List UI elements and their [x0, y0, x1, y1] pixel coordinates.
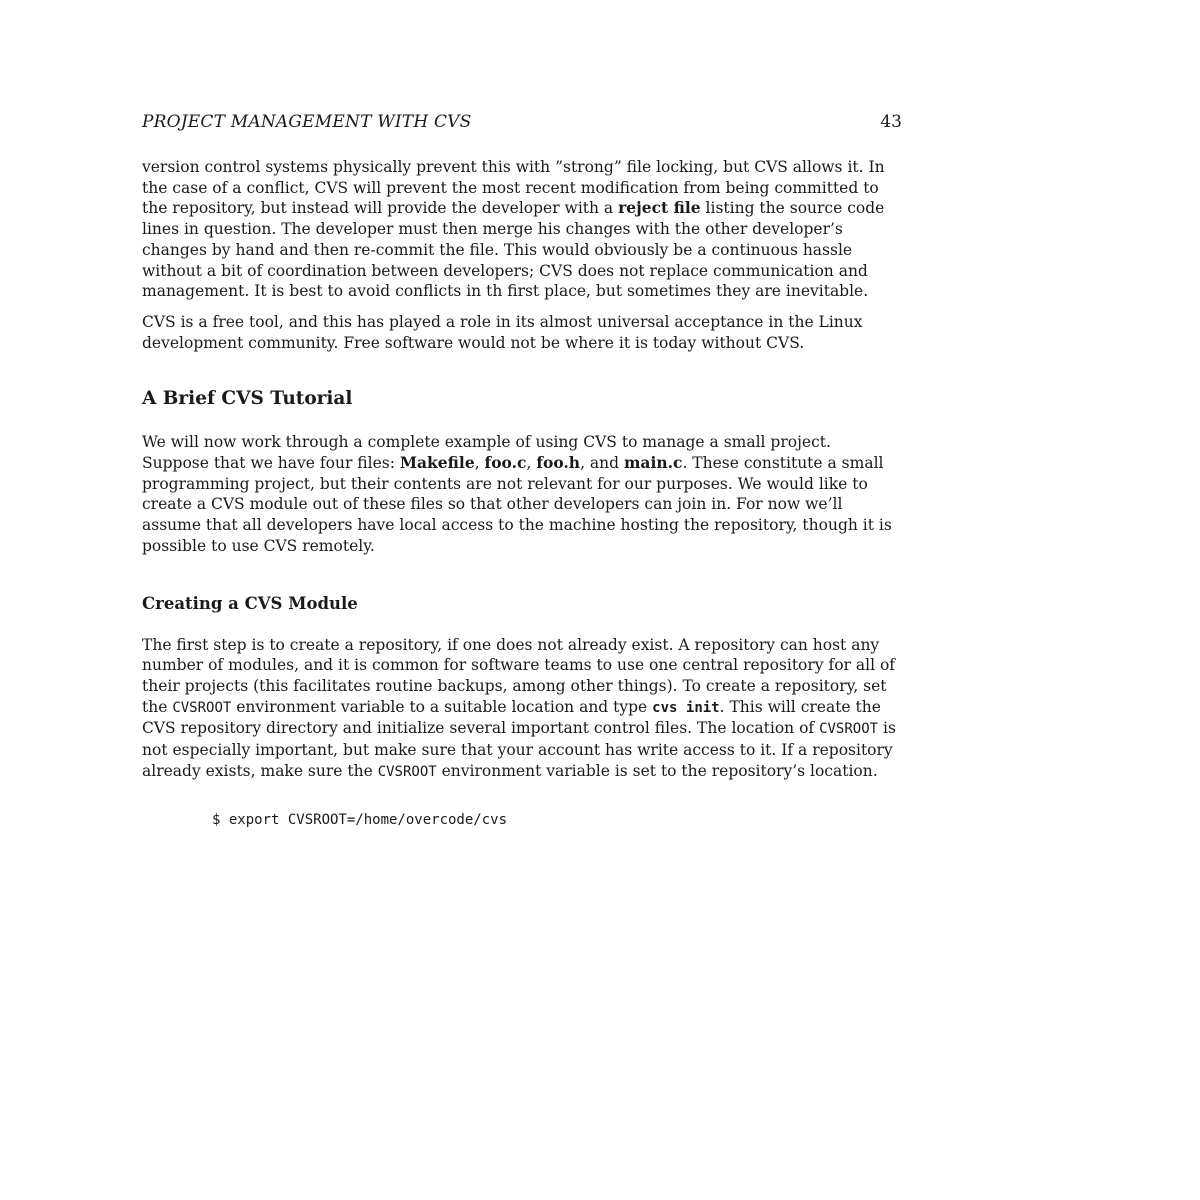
- filename-foo-h: foo.h: [536, 453, 581, 473]
- paragraph-text: We will now work through a complete example of using CVS to manage a small project. Suppose that we have four files:: [142, 433, 831, 473]
- filename-makefile: Makefile: [399, 453, 475, 473]
- paragraph-text: environment variable to a suitable location and type: [231, 697, 653, 716]
- paragraph-text: . This will create the CVS repository directory and initialize several important control files. The location of: [142, 697, 881, 738]
- running-header: [142, 110, 902, 134]
- code-cvsroot: CVSROOT: [172, 699, 232, 716]
- paragraph-file-locking: [142, 157, 902, 302]
- paragraph-text: . These constitute a small programming project, but their contents are not relevant for our purposes. We would like to create a CVS module out of these files so that other developers can join in. For now we’ll assume that all developers have local access to the machine hosting the repository, though it is possible to use CVS remotely.: [142, 454, 892, 555]
- section-heading: A Brief CVS Tutorial: [142, 388, 353, 410]
- paragraph-text: environment variable is set to the repository’s location.: [436, 761, 878, 780]
- paragraph-create-repository: [142, 635, 902, 783]
- page-number: 43: [880, 112, 902, 132]
- running-title: PROJECT MANAGEMENT WITH CVS: [142, 112, 472, 132]
- separator: , and: [580, 454, 624, 473]
- paragraph-text: CVS is a free tool, and this has played a role in its almost universal acceptance in the Linux development community. Free software would not be where it is today without CVS.: [142, 312, 863, 352]
- paragraph-free-tool: [142, 312, 902, 353]
- paragraph-text: The first step is to create a repository, if one does not already exist. A repository can host any number of modules, and it is common for software teams to use one central repository for all of their projects (this facilitates routine backups, among other things). To create a repository, set the: [142, 635, 896, 716]
- paragraph-text: listing the source code lines in question. The developer must then merge his changes with the other developer’s changes by hand and then re-commit the file. This would obviously be a continuous hassle without a bit of coordination between developers; CVS does not replace communication and management. It is best to avoid conflicts in th first place, but sometimes they are inevitable.: [142, 199, 885, 301]
- filename-foo-c: foo.c: [484, 453, 527, 473]
- paragraph-text: is not especially important, but make sure that your account has write access to it. If a repository already exists, make sure the: [142, 719, 896, 780]
- code-cvsroot: CVSROOT: [377, 763, 437, 780]
- code-cvsroot: CVSROOT: [819, 721, 879, 738]
- term-reject-file: reject file: [618, 198, 701, 218]
- code-line: $ export CVSROOT=/home/overcode/cvs: [212, 812, 508, 829]
- document-page: [142, 110, 902, 830]
- paragraph-tutorial-intro: [142, 432, 902, 556]
- filename-main-c: main.c: [624, 453, 683, 473]
- paragraph-text: version control systems physically prevent this with ”strong” file locking, but CVS allows it. In the case of a conflict, CVS will prevent the most recent modification from being committed to the repository, but instead will provide the developer with a: [142, 158, 885, 218]
- separator: ,: [526, 454, 537, 473]
- code-block: [142, 810, 902, 830]
- separator: ,: [474, 454, 485, 473]
- subsection-heading: Creating a CVS Module: [142, 593, 358, 613]
- code-cvs-init: cvs init: [652, 699, 720, 716]
